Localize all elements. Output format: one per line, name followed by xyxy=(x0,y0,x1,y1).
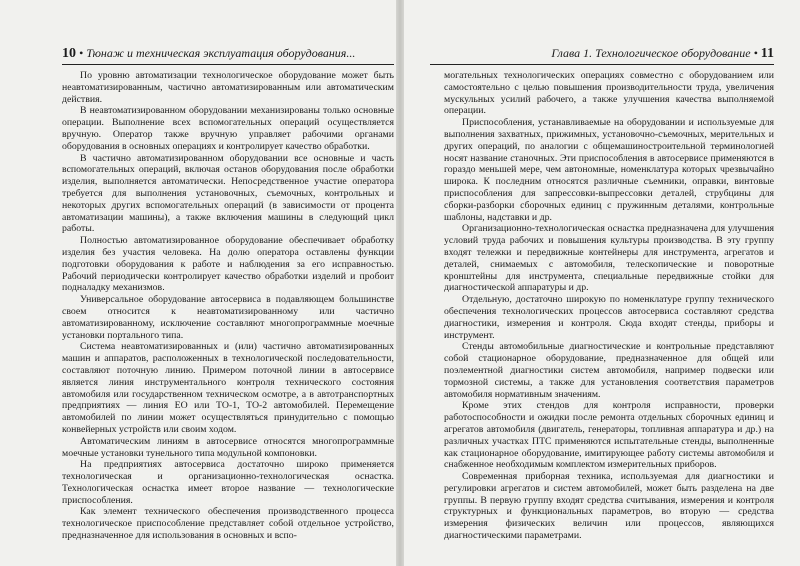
left-running-header: 10 • Тюнаж и техническая эксплуатация оборудования... xyxy=(62,46,356,61)
left-paragraph-4: Полностью автоматизированное оборудование обеспечивает обработку изделия без участия человека. На долю оператора оставлены функции подготовки оборудования к работе и наблюдения за его исправностью. Рабочий периодически контролирует качество обработки изделий и пробоит подналадку механизмов. xyxy=(62,235,394,294)
right-paragraph-2: Приспособления, устанавливаемые на оборудовании и используемые для выполнения захватных, прижимных, установочно-съемочных, мерительных и других операций, по аналогии с общемашиностроительной терминологией носят название станочных. Эти приспособления в автосервисе применяются в гораздо меньшей мере, чем автономные, номенклатура которых чрезвычайно широка. К последним относятся различные съемники, оправки, винтовые приспособления для запрессовки-выпрессовки деталей, струбцины для сборки-разборки сборочных единиц с пружинным деталями, контрольные шаблоны, надставки и др. xyxy=(444,117,774,223)
right-paragraph-1: могательных технологических операциях совместно с оборудованием или самостоятельно с целью повышения производительности труда, увеличения мускульных усилий рабочего, а также улучшения качества выполняемой операции. xyxy=(444,70,774,117)
left-paragraph-2: В неавтоматизированном оборудовании механизированы только основные операции. Выполнение всех вспомогательных операций осуществляется вручную. Оператор также вручную управляет рабочими органами оборудования в основных операциях и контролирует качество обработки. xyxy=(62,105,394,152)
left-paragraph-8: На предприятиях автосервиса достаточно широко применяется технологическая и организационно-технологическая оснастка. Технологическая оснастка имеет второе название — технологические приспособления. xyxy=(62,459,394,506)
left-paragraph-5: Универсальное оборудование автосервиса в подавляющем большинстве своем относится к неавтоматизированному или частично автоматизированному, исключение составляют многопрограммные моечные установки портального типа. xyxy=(62,294,394,341)
left-paragraph-6: Система неавтоматизированных и (или) частично автоматизированных машин и аппаратов, расположенных в технологической последовательности, составляют поточную линию. Примером поточной линии в автосервисе является линия инструментального контроля технического состояния автомобиля или государственном техническом осмотре, а в автотранспортных предприятиях — линия ЕО или ТО-1, ТО-2 автомобилей. Перемещение автомобилей по линии может осуществляться принудительно с помощью конвейерных устройств или своим ходом. xyxy=(62,341,394,435)
right-paragraph-5: Стенды автомобильные диагностические и контрольные представляют собой стационарное оборудование, предназначенное для общей или поэлементной диагностики систем автомобиля, например подвески или тормозной системы, а также для установления соответствия параметров автомобиля нормативным значениям. xyxy=(444,341,774,400)
left-paragraph-3: В частично автоматизированном оборудовании все основные и часть вспомогательных операций, включая останов оборудования после обработки изделия, выполняется автоматически. Непосредственное участие оператора требуется для выполнения установочных, съемочных, контрольных и некоторых других вспомогательных операций (в зависимости от процента автоматизации машины), а также включения машины в следующий цикл работы. xyxy=(62,152,394,235)
right-paragraph-4: Отдельную, достаточно широкую по номенклатуре группу технического обеспечения технологических процессов автосервиса составляют средства диагностики, измерения и контроля. Сюда входят стенды, приборы и инструмент. xyxy=(444,294,774,341)
left-running-head: Тюнаж и техническая эксплуатация оборудования... xyxy=(86,46,356,60)
left-paragraph-7: Автоматическим линиям в автосервисе относятся многопрограммные моечные установки тунельного типа модульной компоновки. xyxy=(62,435,394,459)
left-body-text xyxy=(62,70,394,542)
left-page-number: 10 xyxy=(62,46,76,61)
right-page xyxy=(400,0,800,566)
right-header-rule xyxy=(430,64,774,65)
right-running-header: Глава 1. Технологическое оборудование • 11 xyxy=(551,46,774,61)
right-body-text xyxy=(444,70,774,542)
right-paragraph-6: Кроме этих стендов для контроля исправности, проверки работоспособности и ожидки после ремонта отдельных сборочных единиц и агрегатов автомобиля (двигатель, генераторы, топливная аппаратура и др.) на различных участках ПТС применяются испытательные стенды, выполненные как стационарное оборудование, имитирующее работу системы автомобиля и снабженное необходимым комплектом измерительных приборов. xyxy=(444,400,774,471)
left-header-rule xyxy=(62,64,394,65)
left-paragraph-1: По уровню автоматизации технологическое оборудование может быть неавтоматизированным, частично автоматизированным или автоматическим действия. xyxy=(62,70,394,105)
right-running-head: Глава 1. Технологическое оборудование xyxy=(551,46,751,60)
left-paragraph-9: Как элемент технического обеспечения производственного процесса технологическое приспособление представляет собой отдельное устройство, предназначенное для использования в основных и вспо- xyxy=(62,506,394,542)
right-paragraph-7: Современная приборная техника, используемая для диагностики и регулировки агрегатов и систем автомобилей, может быть разделена на две группы. В первую группу входят средства считывания, измерения и контроля структурных и функциональных параметров, во вторую — средства измерения физических величин или процессов, являющихся диагностическими параметрами. xyxy=(444,471,774,542)
right-paragraph-3: Организационно-технологическая оснастка предназначена для улучшения условий труда рабочих и повышения культуры производства. В эту группу входят тележки и передвижные контейнеры для инструмента, агрегатов и деталей, снимаемых с автомобиля, телескопические и поворотные кронштейны для инструмента, специальные передвижные стойки для диагностической аппаратуры и др. xyxy=(444,223,774,294)
right-page-number: 11 xyxy=(760,46,774,61)
